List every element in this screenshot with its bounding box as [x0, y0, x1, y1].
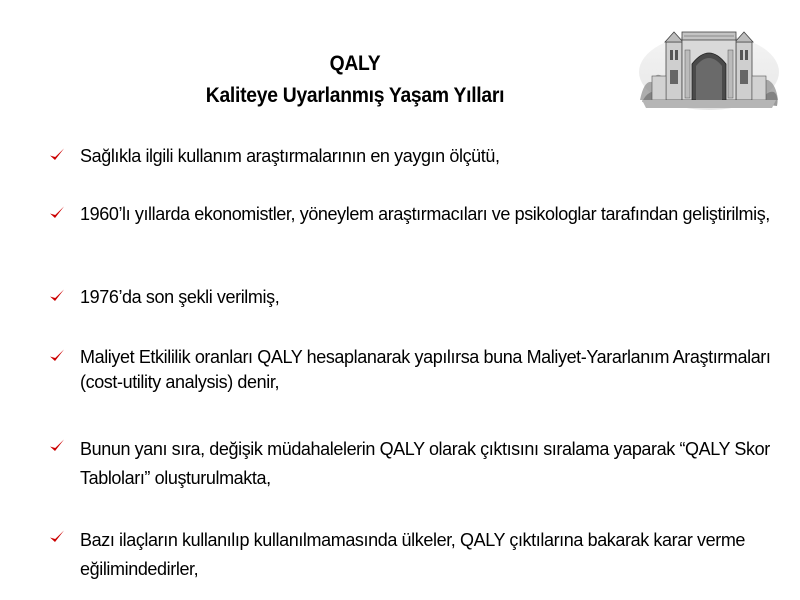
bullet-text: Maliyet Etkililik oranları QALY hesaplanarak yapılırsa buna Maliyet-Yararlanım Araştırmaları (cost-utility analysis) denir, [80, 347, 771, 392]
bullet-text: Sağlıkla ilgili kullanım araştırmalarının en yaygın ölçütü, [80, 146, 500, 166]
list-item [48, 435, 783, 493]
bullet-text: Bunun yanı sıra, değişik müdahalelerin QALY olarak çıktısını sıralama yaparak “QALY Skor Tabloları” oluşturulmakta, [80, 439, 770, 488]
list-item [48, 144, 783, 169]
list-item [48, 202, 783, 227]
bullet-text: 1960’lı yıllarda ekonomistler, yöneylem araştırmacıları ve psikologlar tarafından geliştirilmiş, [80, 204, 770, 224]
checkmark-icon [48, 287, 66, 305]
checkmark-icon [48, 146, 66, 164]
title-main: QALY [329, 52, 381, 75]
checkmark-icon [48, 204, 66, 222]
slide-title [150, 48, 560, 112]
checkmark-icon [48, 437, 66, 455]
bullet-text: 1976’da son şekli verilmiş, [80, 287, 280, 307]
title-subtitle: Kaliteye Uyarlanmış Yaşam Yılları [205, 84, 505, 107]
list-item [48, 526, 783, 584]
bullet-text: Bazı ilaçların kullanılıp kullanılmamasında ülkeler, QALY çıktılarına bakarak karar verme eğilimindedirler, [80, 530, 746, 579]
university-gate-logo [638, 20, 780, 112]
checkmark-icon [48, 528, 66, 546]
list-item [48, 285, 783, 310]
checkmark-icon [48, 347, 66, 365]
list-item [48, 345, 783, 395]
